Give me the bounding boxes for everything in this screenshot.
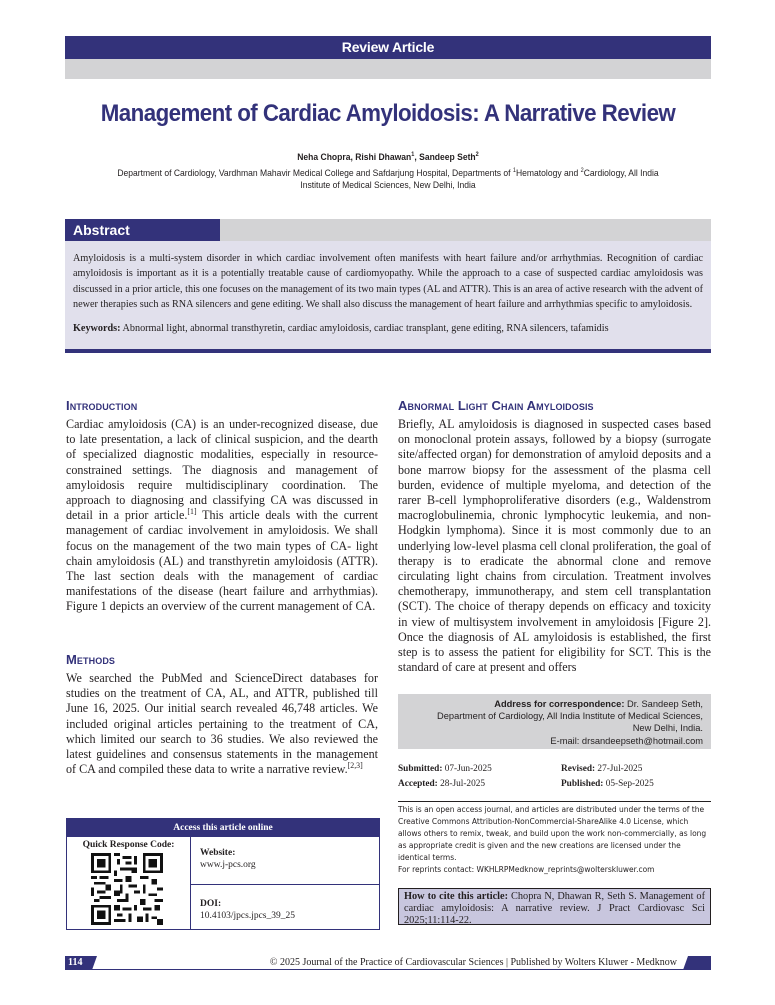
affiliation-sup: 1 [512, 166, 516, 174]
article-type-banner [65, 36, 711, 59]
submitted-value: 07-Jun-2025 [442, 764, 492, 774]
introduction-text: This article deals with the current management of cardiac involvement in amyloidosis. We shall focus on the management of the two main types of CA- light chain amyloidosis (AL) and transthyretin amyloidosis (ATTR). The last section deals with the management of cardiac manifestations of the disease (heart failure and arrhythmias). Figure 1 depicts an overview of the current management of CA. [66, 508, 378, 614]
reprints-contact[interactable]: For reprints contact: WKHLRPMedknow_reprints@wolterskluwer.com [398, 865, 655, 874]
article-dates [398, 762, 711, 792]
header-grey-band [65, 59, 711, 79]
revised-value: 27-Jul-2025 [595, 764, 643, 774]
affiliation-sup: 2 [580, 166, 584, 174]
accepted-date [398, 777, 561, 792]
keywords [73, 321, 703, 336]
author-affil-sup: 2 [475, 150, 479, 158]
website-cell [191, 837, 379, 885]
qr-cell [67, 837, 191, 930]
correspondence-email[interactable]: E-mail: drsandeepseth@hotmail.com [550, 735, 703, 746]
author-name: Neha Chopra [297, 152, 351, 163]
accepted-value: 28-Jul-2025 [437, 779, 486, 789]
keywords-label: Keywords: [73, 322, 121, 334]
abstract-box [65, 241, 711, 353]
correspondence-label: Address for correspondence: [494, 699, 625, 709]
reference-link[interactable]: [2,3] [347, 761, 363, 771]
website-label: Website: [200, 848, 236, 858]
affiliations [102, 168, 674, 192]
footer-copyright: © 2025 Journal of the Practice of Cardiovascular Sciences | Published by Wolters Kluwer - Medknow [269, 957, 677, 968]
keywords-text: Abnormal light, abnormal transthyretin, cardiac amyloidosis, cardiac transplant, gene editing, RNA silencers, tafamidis [122, 322, 609, 334]
qr-label: Quick Response Code: [82, 840, 175, 850]
page-footer [65, 956, 711, 970]
methods-text: We searched the PubMed and ScienceDirect databases for studies on the treatment of CA, AL, and ATTR, published till June 16, 2025. Our initial search revealed 46,748 articles. We included original articles pertaining to the treatment of CA, which limited our search to 36 studies. We also reviewed the latest guidelines and consensus statements in the management of CA and compiled these data to write a narrative review. [66, 671, 378, 777]
divider [398, 801, 711, 802]
doi-cell [191, 885, 379, 930]
section-heading-introduction: Introduction [66, 398, 138, 413]
correspondence-box [398, 694, 711, 749]
citation-box [398, 888, 711, 925]
author-affil-sup: 1 [411, 150, 415, 158]
section-heading-methods: Methods [66, 652, 116, 667]
accepted-label: Accepted: [398, 779, 438, 789]
page-number: 114 [68, 957, 83, 968]
introduction-text: Cardiac amyloidosis (CA) is an under-recognized disease, due to late presentation, a lack of clinical suspicion, and the dearth of specialized diagnostic modalities, especially in resource-constrained settings. The diagnosis and management of amyloidosis require multidisciplinary coordination. The approach to diagnosing and classifying CA was discussed in detail in a prior article. [66, 417, 378, 523]
section-heading-al-amyloidosis: Abnormal Light Chain Amyloidosis [398, 398, 594, 413]
license-text: This is an open access journal, and articles are distributed under the terms of the Creative Commons Attribution-NonCommercial-ShareAlike 4.0 License, which allows others to remix, tweak, and build upon the work non-commercially, as long as appropriate credit is given and the new creations are licensed under the identical terms. [398, 805, 707, 862]
correspondence-city: New Delhi, India. [632, 723, 703, 734]
revised-label: Revised: [561, 764, 596, 774]
al-amyloidosis-body [398, 417, 711, 675]
website-link[interactable]: www.j-pcs.org [200, 860, 256, 870]
affiliation-text: Hematology and [515, 168, 581, 179]
abstract-text: Amyloidosis is a multi-system disorder in which cardiac involvement often manifests with heart failure and/or arrhythmias. Recognition of cardiac amyloidosis is important as it is a potentially treatable cause of cardiomyopathy. While the approach to a case of suspected cardiac amyloidosis was discussed in a prior article, this one focuses on the management of its two main types (AL and ATTR). This is an area of active research with the advent of newer therapies such as RNA silencers and gene editing. We shall also discuss the management of heart failure and arrhythmias specific to amyloidosis. [73, 253, 703, 311]
doi-link[interactable]: 10.4103/jpcs.jpcs_39_25 [200, 911, 295, 921]
correspondence-dept: Department of Cardiology, All India Institute of Medical Sciences, [437, 711, 703, 722]
submitted-date [398, 762, 561, 777]
published-date [561, 777, 654, 792]
correspondence-name: Dr. Sandeep Seth, [624, 699, 703, 709]
citation-label: How to cite this article: [404, 891, 509, 902]
al-amyloidosis-text: Briefly, AL amyloidosis is diagnosed in suspected cases based on monoclonal protein assays, followed by a biopsy (surrogate site/affected organ) for demonstration of amyloid deposits and a bone marrow biopsy for the assessment of the plasma cell burden, evidence of multiple myeloma, and detection of the rarer B-cell lymphoproliferative disorders (e.g., Waldenstrom macroglobulinemia, chronic lymphocytic leukemia, and non-Hodgkin lymphoma). Since it is most commonly due to an underlying low-level plasma cell clonal proliferation, the goal of therapy is to eradicate the abnormal clone and remove circulating light chains from circulation. Treatment involves chemotherapy, immunotherapy, and stem cell transplantation (SCT). The choice of therapy depends on efficacy and toxicity in view of multisystem involvement in amyloidosis [Figure 2]. Once the diagnosis of AL amyloidosis is established, the first step is to assess the patient for eligibility for SCT. This is the standard of care at present and offers [398, 417, 711, 675]
author-list: Neha Chopra, Rishi Dhawan$^1$, Sandeep Seth$^2$ [297, 150, 479, 163]
article-title: Management of Cardiac Amyloidosis: A Narrative Review [100, 100, 676, 127]
affiliation-text: Cardiology, All India Institute of Medical Sciences, New Delhi, India [300, 168, 659, 191]
revised-date [561, 762, 642, 777]
citation-text: Chopra N, Dhawan R, Seth S. Management of cardiac amyloidosis: A narrative review. J Pract Cardiovasc Sci 2025;11:114-22. [404, 891, 705, 926]
article-type-label: Review Article [341, 39, 435, 55]
doi-label: DOI: [200, 899, 222, 909]
methods-body [66, 671, 378, 777]
footer-end-tab [683, 956, 711, 970]
affiliation-text: Department of Cardiology, Vardhman Mahavir Medical College and Safdarjung Hospital, Departments of [117, 168, 513, 179]
author-name: Sandeep Seth [419, 152, 476, 163]
access-box-heading: Access this article online [67, 819, 379, 837]
abstract-header [65, 219, 711, 241]
published-label: Published: [561, 779, 604, 789]
reference-link[interactable]: [1] [187, 507, 197, 517]
qr-code-icon[interactable] [91, 853, 163, 925]
published-value: 05-Sep-2025 [603, 779, 654, 789]
introduction-body [66, 417, 378, 615]
access-article-box [66, 818, 380, 930]
submitted-label: Submitted: [398, 764, 443, 774]
author-name: Rishi Dhawan [355, 152, 412, 163]
abstract-heading: Abstract [65, 219, 220, 241]
